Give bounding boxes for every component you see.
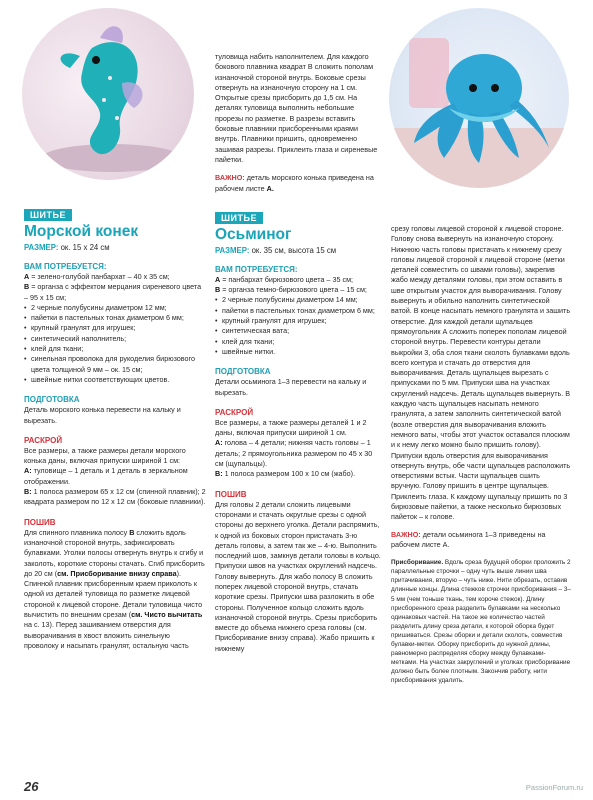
cut-heading: РАСКРОЙ bbox=[215, 407, 254, 417]
cut-text: Все размеры, а также размеры детали морского конька даны, включая припуски шириной 1 см: bbox=[24, 445, 186, 466]
list-item: • крупный гранулят для игрушек; bbox=[215, 316, 381, 326]
list-item: • 2 черные полубусины диаметром 12 мм; bbox=[24, 303, 206, 313]
list-item: • швейные нитки соответствующих цветов. bbox=[24, 375, 206, 385]
section-tag: ШИТЬЕ bbox=[215, 212, 263, 224]
watermark: PassionForum.ru bbox=[525, 783, 583, 792]
octopus-title: Осьминог bbox=[215, 225, 292, 243]
octopus-important: ВАЖНО: детали осьминога 1–3 приведены на рабочем листе А. bbox=[391, 529, 546, 549]
cut-b: В: 1 полоса размером 100 х 10 см (жабо). bbox=[215, 469, 356, 479]
materials-list bbox=[24, 303, 206, 385]
octopus-photo bbox=[389, 8, 569, 188]
list-item: • пайетки в пастельных тонах диаметром 6 мм; bbox=[24, 313, 206, 323]
material-b: В = органза темно-бирюзового цвета – 15 см; bbox=[215, 285, 367, 295]
prep-heading: ПОДГОТОВКА bbox=[24, 395, 80, 405]
seahorse-title: Морской конек bbox=[24, 223, 139, 240]
cut-a: А: голова – 4 детали; нижняя часть головы – 1 деталь; 2 прямоугольника размером по 45 х 30 см (щупальцы). bbox=[215, 438, 373, 469]
seahorse-continued-text: туловища набить наполнителем. Для каждого бокового плавника квадрат В сложить пополам изнаночной стороной внутрь. Боковые срезы отвернуть на изнаночную сторону на 1 см. Открытые срезы присборить до 1,5 см. На деталях туловища выполнить небольшие прорезы по разметке. В разрезы вставить боковые плавники присборенными краями внутрь. Плавники пришить, одновременно зашивая разрезы. Приклеить глаза и сиреневые пайетки. bbox=[215, 52, 378, 164]
sew-heading: ПОШИВ bbox=[24, 517, 56, 527]
seahorse-photo bbox=[22, 8, 194, 180]
prep-heading: ПОДГОТОВКА bbox=[215, 367, 271, 377]
list-item: • клей для ткани; bbox=[215, 337, 381, 347]
list-item: • швейные нитки. bbox=[215, 347, 381, 357]
sew-text: Для спинного плавника полосу В сложить вдоль изнаночной стороной внутрь, зафиксировать булавками. Уголки полосы отвернуть внутрь к сгибу и заколоть, короткие стороны стачать. Сгиб присборить до 20 см (см. Присборивание внизу справа). Спинной плавник присборенным краем приколоть к одной из деталей туловища по разметке лицевой стороной к лицевой стороне. Детали туловища чисто вычистить по внешним срезам (см. Чисто вычитать на с. 13). Перед зашиванием отверстия для выворачивания в хвост вложить синельную проволоку и насыпать гранулят, остальную часть bbox=[24, 527, 205, 650]
list-item: • 2 черные полубусины диаметром 14 мм; bbox=[215, 295, 381, 305]
octopus-continued-text: срезу головы лицевой стороной к лицевой стороне. Голову снова вывернуть на изнаночную сторону. Нижнюю часть головы пристачать к нижнему срезу головы лицевой стороной к лицевой стороне (метки деталей совместить со швами головы), закрепив жабо между деталями головы, при этом оставить в шве открытым участок для выворачивания. Голову вывернуть и обильно наполнить синтетической ватой. В конце насыпать немного гранулята и зашить отверстие. Для каждой детали щупальцев прямоугольник А сложить поперек пополам лицевой стороной внутрь. Перевести контуры детали выкройки 3, оба слоя ткани сколоть булавками вдоль всего контура и стачать до отверстия для выворачивания. Деталь щупальцев вырезать с припусками по 5 мм. Припуски шва на участках скруглений надсечь. Деталь щупальцев вывернуть. В каждую часть щупальцев насыпать немного гранулята, а затем заполнить синтетической ватой (возле отверстия для выворачивания вложить немного ваты, чтобы этот участок оставался плоским и к нему легко можно было пришить голову). Припуски вдоль отверстия для выворачивания отвернуть внутрь, обе части щупальцев расположить отверстиями встык. Части щупальцев сшить вручную. Голову пришить в центре щупальцев. Приклеить глаза. К каждому щупальцу пришить по 3 бирюзовые пайетки, а также несколько бирюзовых пайеток – к голове. bbox=[391, 224, 571, 522]
cut-text: Все размеры, а также размеры деталей 1 и 2 даны, включая припуски шириной 1 см. bbox=[215, 417, 367, 438]
seahorse-important: ВАЖНО: деталь морского конька приведена на рабочем листе А. bbox=[215, 173, 374, 193]
materials-heading: ВАМ ПОТРЕБУЕТСЯ: bbox=[215, 264, 298, 274]
size-line: РАЗМЕР: ок. 35 см, высота 15 см bbox=[215, 245, 337, 255]
material-a: А = зелено-голубой панбархат – 40 х 35 см; bbox=[24, 272, 170, 281]
material-b: В = органза с эффектом мерцания сиреневого цвета – 95 х 15 см; bbox=[24, 282, 202, 302]
materials-list bbox=[215, 295, 381, 357]
sew-heading: ПОШИВ bbox=[215, 489, 247, 499]
octopus-column-continued bbox=[391, 224, 571, 686]
prep-text: Деталь морского конька перевести на кальку и вырезать. bbox=[24, 405, 181, 425]
seahorse-column bbox=[24, 205, 206, 651]
cut-heading: РАСКРОЙ bbox=[24, 435, 63, 445]
list-item: • крупный гранулят для игрушек; bbox=[24, 323, 206, 333]
octopus-column bbox=[215, 52, 381, 654]
list-item: • синельная проволока для рукоделия бирюзового цвета толщиной 9 мм – ок. 15 см; bbox=[24, 354, 206, 375]
size-line: РАЗМЕР: ок. 15 х 24 см bbox=[24, 243, 110, 252]
prep-text: Детали осьминога 1–3 перевести на кальку и вырезать. bbox=[215, 377, 367, 397]
section-tag: ШИТЬЕ bbox=[24, 209, 72, 221]
material-a: А = панбархат бирюзового цвета – 35 см; bbox=[215, 274, 354, 284]
page-number: 26 bbox=[24, 779, 39, 794]
list-item: • синтетическая вата; bbox=[215, 326, 381, 336]
list-item: • клей для ткани; bbox=[24, 344, 206, 354]
gathering-note: Присборивание. Вдоль среза будущей оборки проложить 2 параллельные строчки – одну чуть выше линии шва притачивания, вторую – чуть ниже. Нити обрезать, оставив длинные концы. Длина стежков строчки присборивания – 3–5 мм (чем тоньше ткань, тем короче стежок). Длину присборенного среза разделить булавками на несколько одинаковых частей. На такое же количество частей разделить длину среза детали, к которой оборка будет пришиваться. Срезы оборки и детали сколоть, совместив булавки-метки. Оборку присборить до нужной длины, равномерно распределяя сборку между булавками-метками. На участках закруглений и уголках присборивание должно быть более плотным. Закончив работу, нити присборивания удалить. bbox=[391, 559, 571, 685]
cut-b: В: 1 полоса размером 65 х 12 см (спинной плавник); 2 квадрата размером по 12 х 12 см (боковые плавники). bbox=[24, 487, 206, 507]
list-item: • пайетки в пастельных тонах диаметром 6 мм; bbox=[215, 306, 381, 316]
cut-a: А: туловище – 1 деталь и 1 деталь в зеркальном отображении. bbox=[24, 466, 188, 486]
list-item: • синтетический наполнитель; bbox=[24, 334, 206, 344]
materials-heading: ВАМ ПОТРЕБУЕТСЯ: bbox=[24, 262, 107, 271]
sew-text: Для головы 2 детали сложить лицевыми сторонами и стачать округлые срезы с одной стороны до верхнего уголка. Детали распрямить, к одной из боковых сторон пристачать 3-ю деталь головы, а затем так же – 4-ю. Выполнить последний шов, замкнув детали головы в кольцо. Припуски швов на участках округлений надсечь. Голову вывернуть. Для жабо полосу В сложить поперек лицевой стороной внутрь, стачать короткие срезы. Припуски шва разложить в обе стороны. Полученное кольцо сложить вдоль изнаночной стороной внутрь. Срезы присборить вместе до объема нижнего среза головы (см. Присборивание внизу справа). Жабо пришить к нижнему bbox=[215, 499, 381, 653]
